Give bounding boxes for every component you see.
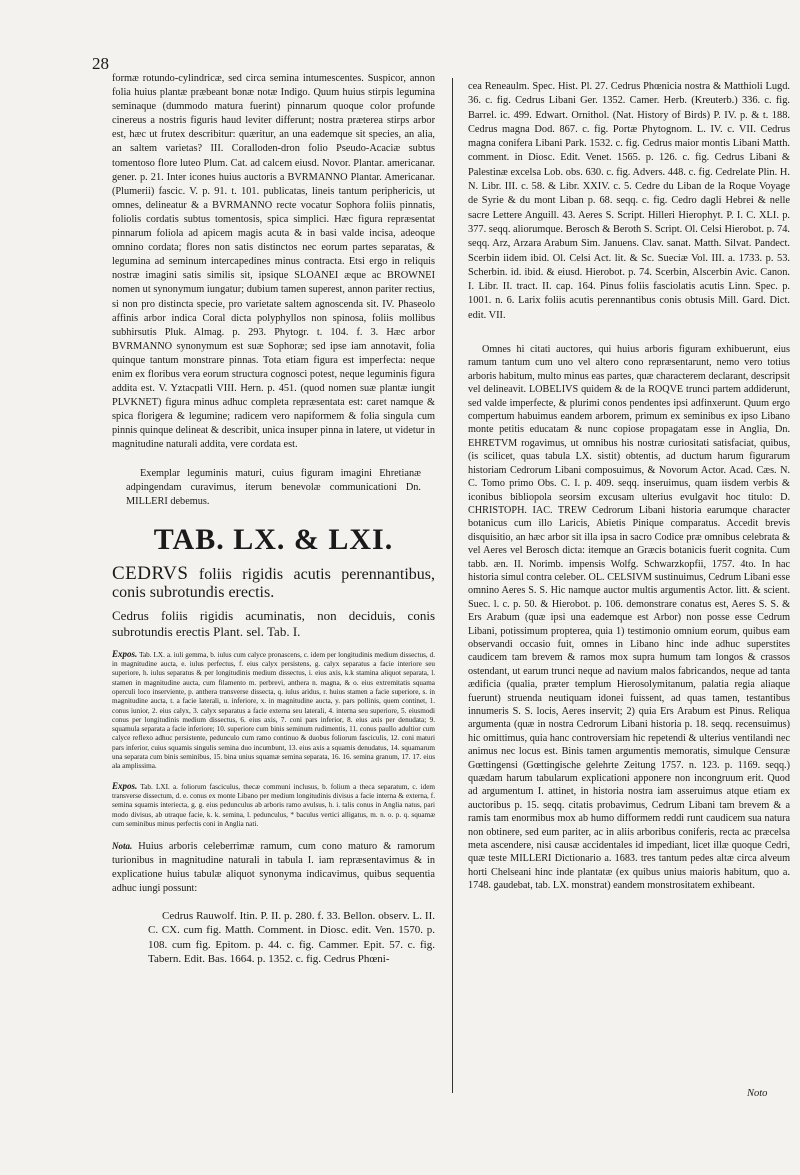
nota-text: Huius arboris celeberrimæ ramum, cum cono maturo & ramorum turionibus in magnitudine naturali in tabula I. iam repræsentavimus & in explicatione huius tabulæ aliquot synonyma indicavimus, quibus sequentia adhuc iungi possunt: (112, 841, 435, 895)
cedrus-word: CEDRVS (112, 562, 189, 584)
synonyms-continued: cea Reneaulm. Spec. Hist. Pl. 27. Cedrus Phœnicia nostra & Matthioli Lugd. 36. c. fig. Cedrus Libani Ger. 1352. Camer. Herb. (Kreuterb.) 336. c. fig. Barrel. ic. 499. Edwart. Ornithol. (Nat. History of Birds) P. IV. p. & t. 188. Cedrus magna Dod. 867. c. fig. Portæ Phytognom. L. IV. c. VII. Cedrus magna conifera Libani Park. 1532. c. fig. Cedrus maior montis Libani Matth. comment. in Diosc. Edit. Venet. 1565. p. 126. c. fig. Cedrus Libani & Palestinæ excelsa Lob. obs. 630. c. fig. Advers. 448. c. fig. Cedrelate Plin. H. N. Libr. III. c. 58. & Libr. XXIV. c. 5. Cedre du Liban de la Roque Voyage de Syrie & du mont Liban p. 68. seqq. c. fig. Cedro dagli Hebrei & nelle sacre Lettere Anguill. 43. Aeres S. Script. Hilleri Hierophyt. P. I. C. XLI. p. 377. seqq. aliorumque. Berosch & Beroth S. Script. Ol. Celsi Hierobot. p. 74. seqq. Arz, Arzara Arabum Sim. Januens. Clav. sanat. Matth. Silvat. Pandect. Scerbin iidem ibid. Ol. Celsi Act. lit. & Sc. Sueciæ Vol. III. a. 1733. p. 53. Scherbin. id. ibid. & eiusd. Hierobot. p. 74. Scerbin, Alscerbin Avic. Canon. I. Libr. II. tract. II. cap. 164. Pinus foliis fasciolatis acutis Linn. Spec. p. 1001. n. 6. Larix foliis acutis perennantibus conis obtusis Mill. Gard. Dict. edit. VII. (468, 81, 790, 321)
right-column (468, 80, 790, 1130)
catchword: Noto (747, 1088, 768, 1099)
left-paragraph-1: formæ rotundo-cylindricæ, sed circa semina intumescentes. Suspicor, annon folia huius plantæ præbeant bonæ notæ Indigo. Quum huius stirpis legumina seminaque (dummodo matura fuerint) pinnarum quoque color profunde cinereus a nostris figuris haud leviter differunt; nostra præterea stirps arbor est, hæc ut frutex describitur: quæritur, an una eademque sit species, an alia, an saltem varietas? III. Coralloden-dron folio Pseudo-Acaciæ subtus tomentoso flore luteo Plum. Cat. ad calcem eiusd. Novor. Plantar. americanar. gener. p. 21. Inter icones huius auctoris a BVRMANNO Plantar. Americanar. (Plumerii) fascic. V. p. 91. t. 101. publicatas, lineis tantum periphericis, ut omnes, delineatur & a BVRMANNO recte vocatur Sophora foliis pinnatis, foliolis cordatis subtus tomentosis, spica simplici. Hæc figura repræsentat pinnarum foliola ad apicem magis acuta & in basi valde incisa, adeoque omnino cordata; flores non satis distinctos nec eorum partes separatas, & legumina ad seminum intercapedines minus contracta. Etsi ergo in reliquis nostræ imagini satis similis sit, ipsique SLOANEI æque ac BROWNEI nomen ut synonymum iungatur; dubium tamen superest, annon pariter rectius, si non pro distincta specie, pro varietate saltem agnoscenda sit. IV. Phaseolo affinis arbor indica Coral dicta polyphyllos non spinosa, foliis mollibus subhirsutis Pluk. Almag. p. 293. Phytogr. t. 104. f. 3. Hæc arbor BVRMANNO synonymum est suæ Sophoræ; sed ipse iam annotavit, folia quinque tantum monstrare pinnas. Tota etiam figura est imperfecta: neque enim ex floribus vera eorum structura cognosci potest, neque leguminis figura addita est. V. Yztacpatli VIII. Hern. p. 451. (quod nomen suæ plantæ iungit PLVKNET) figura minus adhuc completa repræsentata est: caret namque & spica florigera & legumine; radicem vero napiformem & folia singula cum pinnis quinque delineat & describit, unica insuper pinna in latere, ut videtur in magnitudine naturali addita, vere cordata est. (112, 73, 435, 451)
plate-title: TAB. LX. & LXI. (153, 522, 394, 556)
expos-label-2: Expos. (112, 780, 138, 791)
expos-text-1: Tab. LX. a. iuli gemma, b. iulus cum calyce pronascens, c. idem per longitudinis medium dissectus, d. in magnitudine aucta, e. iulus perfectus, f. eius calyx persistens, g. calyx separatus a facie interiore seu superiore, h. iulus separatus & per longitudinis medium dissectus, i. eius axis, k.k stamina aliquot separata, l. stamen in magnitudine aucta, cum filamento m. perbrevi, anthera n. magna, & o. eius extremitatis squama operculi loco inserviente, p. anthera transverse dissecta, q. iulus aridus, r. huius stamen a facie superiore, s. in magnitudine aucta, t. a facie laterali, u. inferiore, x. in magnitudine aucta, y. pars pollinis, quem continet, 1. conus iunior, 2. eius calyx, 3. calyx separatus a facie externa seu laterali, 4. interna seu superiore, 5. eiusmodi conus per longitudinis medium dissectus, 6. eius axis, 7. coni pars inferior, 8. eius axis per denudata; 9. squamula separata a facie inferiore; 10. superiore cum binis seminum rudimentis, 11. conus paullo adultior cum calyce reflexo adhuc persistente, pedunculo cum ramo continuo & duobus foliorum fasciculis, 12. coni maturi pars inferior, cuius squamis singulis semina duo incumbunt, 13. eius axis a squamis denudatus, 14. squamarum una separata cum binis seminibus, 15. bina unius squamæ semina separata, 16. 16. semina granum, 17. 17. eius ala amplissima. (112, 650, 435, 771)
expos-label-1: Expos. (112, 648, 138, 659)
cedrus-synonyms: Cedrus Rauwolf. Itin. P. II. p. 280. f. 33. Bellon. observ. L. II. C. CX. cum fig. Matth. Comment. in Diosc. edit. Ven. 1570. p. 108. cum fig. Epitom. p. 44. c. fig. Cammer. Epit. 57. c. fig. Tabern. Edit. Bas. 1664. p. 1352. c. fig. Cedrus Phœni- (148, 909, 435, 966)
nota-paragraph (112, 839, 435, 896)
nota-label: Nota. (112, 841, 133, 852)
right-paragraph: Omnes hi citati auctores, qui huius arboris figuram exhibuerunt, eius ramum tantum cum uno vel altero cono repræsentarunt, nemo vero totius arboris habitum, multo minus eas partes, quæ characterem declarant, descripsit vel delineavit. LOBELIVS quidem & de la ROQVE trunci partem addiderunt, sed valde imperfecte, & plurimi conos pendentes ipsi adfinxerunt. Quum ergo compertum habuimus eandem arborem, primum ex seminibus ex ipso Libano monte petitis educatam & nunc copiose propagatam esse in Anglia, Dn. EHRETVM rogavimus, ut omnibus his nostræ curiositati satisfaciat, quibus, (is scilicet, quas tabula LX. sistit) obtentis, ad ductum harum figurarum historiam Cedrorum Libani composuimus, & Novorum Actor. Acad. Cæs. N. C. Tomo primo Obs. C. I. p. 409. seqq. inseruimus, quam iisdem verbis & iconibus bibliopola seorsim excusam ulterius evulgavit hoc titulo: D. CHRISTOPH. IAC. TREW Cedrorum Libani historia earumque character botanicus cum illo Laricis, Abietis Pinique comparatus. Accedit brevis disquisitio, an hæc arbor sit illa ipsa in sacro Codice præ omnibus celebrata & vel Aeres vel Berosch dicta: itemque an Græcis botanicis fuerit cognita. Cum tabb. æn. II. Norimb. impensis Wolfg. Schwarzkopfii, 1757. 4to. In hac historia simul contra celeber. OL. CELSIVM sustinuimus, Cedrum Libani esse omnino Aeres S. S. Hic namque auctor multis argumentis Actor. litt. & scient. Suec. l. c. p. 50. & Hierobot. p. 106. demonstrare conatus est, Aeres S. S. & Ers Arabum (quæ ipsi una eademque est Arbor) non posse esse Cedrum Libani, potissimum propterea, quia 1) testimonio omnium eorum, quibus eam observandi occasio fuit, omnes in Libano hinc inde adhuc superstites caudicem tam brevem & ramos mox supra humum tam longos & crassos ostendant, ut earum trunci neque ad navium malos fabricandos, neque ad tanta ædificia (qualia, præter templum Hierosolymitanum, palatia regia aliaque fuerunt) struenda neutiquam idonei fuissent, ad quas tamen, testantibus innumeris S. S. locis, Aeres inservit; 2) quia Ers Arabum est Pinus. Reliqua argumenta (quæ in nostra Cedrorum Libani historia p. 18. seqq. recensuimus) hic omittimus, quia hanc controversiam hic repetendi & ulterius ventilandi nec animus nec locus est. Binis tamen argumentis memoratis, simulque Censuræ Gœttingensi (Gœttingische gelehrte Zeitung 1757. n. 123. p. 1169. seqq.) quædam harum tabularum explicationi apponere non incongruum erit. Quod ad argumentum I. attinet, in historia nostra iam asseruimus atque etiam ex auctoribus p. 15. seqq. citatis probavimus, Cedrum Libani tam brevem & a ramis tam enormibus mox ab humo difformem reddi runt caudicem sua natura non obtinere, sed eum pariter, ac in aliis arboribus coniferis, recta ac præcelsa meta ascendere, nisi causæ accidentales id impediant, licet illæ quoque Cedri, quæ teste MILLERI Dictionario a. 1683. tres tantum pedes altæ circa alveum horti Chelseani hinc inde plantatæ (ex quibus unius maioris habitum, quo a. 1748. gaudebat, tab. LX. monstrat) eandem monstrositatem exhibeant. (468, 344, 790, 892)
explanation-tab-lx (112, 650, 435, 772)
column-divider (452, 78, 453, 1093)
cedrus-subheading: Cedrus foliis rigidis acuminatis, non deciduis, conis subrotundis erectis Plant. sel. Tab. I. (112, 607, 435, 639)
explanation-tab-lxi (112, 782, 435, 829)
cedrus-heading (112, 562, 435, 602)
cedrus-heading-text: foliis rigidis acutis perennantibus, conis subrotundis erectis. (112, 565, 435, 601)
page-number: 28 (92, 54, 109, 73)
expos-text-2: Tab. LXI. a. foliorum fasciculus, thecæ communi inclusus, b. folium a theca separatum, c. idem transverse dissectum, d. e. conus ex monte Libano per medium longitudinis divisus a facie interna & externa, f. semina squamis interiecta, g. g. eius pedunculus ab arboris ramo avulsus, h. i. talis conus in Anglia natus, pari modo divisus, ab utraque facie, k. k. semina, l. pedunculus, * baculus vertici alligatus, m. n. o. p. q. squamæ cum seminibus minus perfectis coni in Anglia nati. (112, 782, 435, 828)
left-column (112, 72, 435, 1087)
left-paragraph-2: Exemplar leguminis maturi, cuius figuram imagini Ehretianæ adpingendam curavimus, iterum benevolæ communicationi Dn. MILLERI debemus. (126, 467, 421, 507)
